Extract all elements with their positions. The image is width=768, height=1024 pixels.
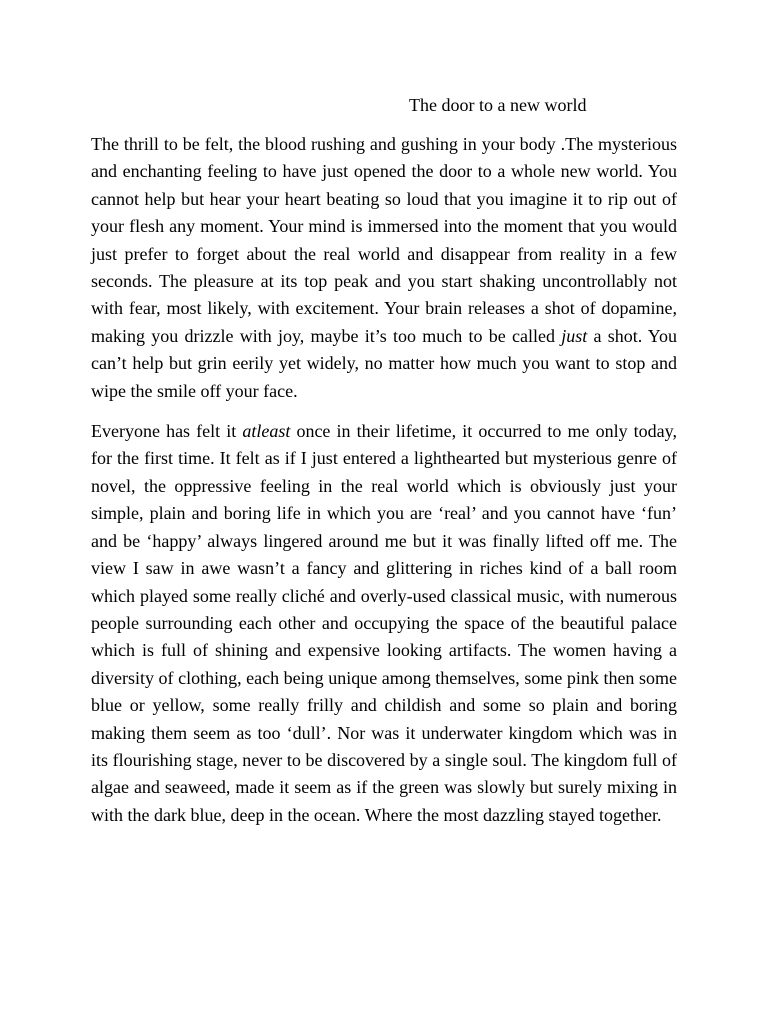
paragraph-1 — [91, 131, 677, 405]
paragraph-2 — [91, 418, 677, 829]
paragraph-2-text-start: Everyone has felt it — [91, 421, 243, 442]
paragraph-1-text-start: The thrill to be felt, the blood rushing and gushing in your body .The mysterious and enchanting feeling to have just opened the door to a whole new world. You cannot help but hear your heart beating so loud that you imagine it to rip out of your flesh any moment. Your mind is immersed into the moment that you would just prefer to forget about the real world and disappear from reality in a few seconds. The pleasure at its top peak and you start shaking uncontrollably not with fear, most likely, with excitement. Your brain releases a shot of dopamine, making you drizzle with joy, maybe it’s too much to be called — [91, 134, 677, 346]
paragraph-2-emphasis: atleast — [242, 421, 291, 442]
document-title: The door to a new world — [409, 95, 587, 115]
paragraph-1-text-end: a shot. You can’t help but grin eerily yet widely, no matter how much you want to stop and wipe the smile off your face. — [91, 325, 677, 401]
paragraph-1-emphasis: just — [561, 325, 588, 346]
document-body — [91, 131, 677, 829]
paragraph-2-text-end: once in their lifetime, it occurred to me only today, for the first time. It felt as if I just entered a lighthearted but mysterious genre of novel, the oppressive feeling in the real world which is obviously just your simple, plain and boring life in which you are ‘real’ and you cannot have ‘fun’ and be ‘happy’ always lingered around me but it was finally lifted off me. The view I saw in awe wasn’t a fancy and glittering in riches kind of a ball room which played some really cliché and overly-used classical music, with numerous people surrounding each other and occupying the space of the beautiful palace which is full of shining and expensive looking artifacts. The women having a diversity of clothing, each being unique among themselves, some pink then some blue or yellow, some really frilly and childish and some so plain and boring making them seem as too ‘dull’. Nor was it underwater kingdom which was in its flourishing stage, never to be discovered by a single soul. The kingdom full of algae and seaweed, made it seem as if the green was slowly but surely mixing in with the dark blue, deep in the ocean. Where the most dazzling stayed together. — [91, 421, 678, 825]
